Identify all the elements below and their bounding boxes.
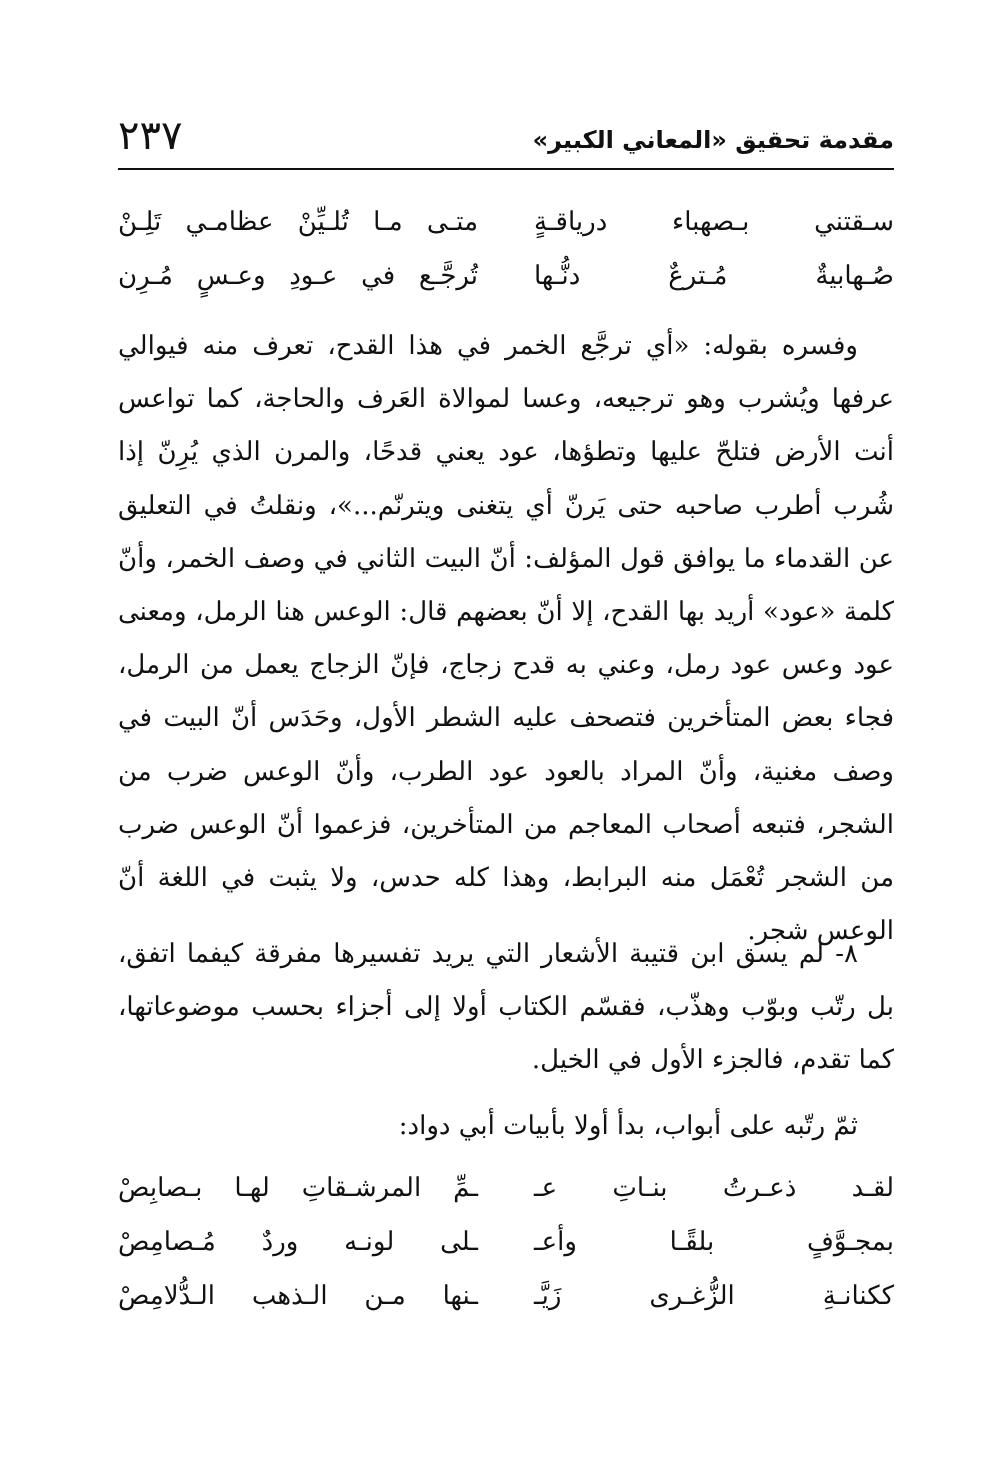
header-divider [118, 168, 894, 170]
point-eight-paragraph: ٨- لم يسق ابن قتيبة الأشعار التي يريد تفسيرها مفرقة كيفما اتفق، بل رتّب وبوّب وهذّب، فقسّم الكتاب أولا إلى أجزاء بحسب موضوعاتها، كما تقدم، فالجزء الأول في الخيل. [118, 939, 894, 1076]
verse-line [118, 252, 894, 300]
page-number: ٢٣٧ [118, 113, 183, 159]
verse-second-hemistich: ـمِّ المرشـقاتِ لهـا بـصابِصْ [118, 1173, 478, 1203]
commentary-paragraph: وفسره بقوله: «أي ترجَّع الخمر في هذا القدح، تعرف منه فيوالي عرفها ويُشرب وهو ترجيعه، وعسا لموالاة العَرف والحاجة، كما تواعس أنت الأرض فتلحّ عليها وتطؤها، عود يعني قدحًا، والمرن الذي يُرِنّ إذا شُرب أطرب صاحبه حتى يَرنّ أي يتغنى ويترنّم...»، ونقلتُ في التعليق عن القدماء ما يوافق قول المؤلف: أنّ البيت الثاني في وصف الخمر، وأنّ كلمة «عود» أريد بها القدح، إلا أنّ بعضهم قال: الوعس هنا الرمل، ومعنى عود وعس عود رمل، وعني به قدح زجاج، فإنّ الزجاج يعمل من الرمل، فجاء بعض المتأخرين فتصحف عليه الشطر الأول، وحَدَس أنّ البيت في وصف مغنية، وأنّ المراد بالعود عود الطرب، وأنّ الوعس ضرب من الشجر، فتبعه أصحاب المعاجم من المتأخرين، فزعموا أنّ الوعس ضرب من الشجر تُعْمَل منه البرابط، وهذا كله حدس، ولا يثبت في اللغة أنّ الوعس شجر. [118, 331, 894, 947]
verse-line [118, 1164, 894, 1212]
verse-line [118, 1272, 894, 1320]
verse-second-hemistich: متـى مـا تُلـيِّنْ عظامـي تَلِـنْ [118, 207, 478, 237]
verse-line [118, 1218, 894, 1266]
verse-first-hemistich: لقـد ذعـرتُ بنـاتِ عـ [534, 1173, 894, 1203]
verse-first-hemistich: صُـهابيةٌ مُـترعٌ دنُّـها [534, 261, 894, 291]
verse-second-hemistich: تُرجَّـع في عـودِ وعـسٍ مُـرِن [118, 261, 478, 291]
verse-line [118, 198, 894, 246]
verse-second-hemistich: ـلى لونـه وردٌ مُـصامِصْ [118, 1227, 478, 1257]
verse-first-hemistich: سـقتني بـصهباء درياقـةٍ [534, 207, 894, 237]
verse-first-hemistich: ككنانـةِ الزُّغـرى زَيَّـ [534, 1281, 894, 1311]
running-title: مقدمة تحقيق «المعاني الكبير» [532, 126, 894, 154]
verse-second-hemistich: ـنها مـن الـذهب الـدُّلامِصْ [118, 1281, 478, 1311]
page-header [118, 112, 894, 172]
intro-to-verses: ثمّ رتّبه على أبواب، بدأ أولا بأبيات أبي دواد: [398, 1111, 858, 1141]
verse-first-hemistich: بمجـوَّفٍ بلقًـا وأعـ [534, 1227, 894, 1257]
